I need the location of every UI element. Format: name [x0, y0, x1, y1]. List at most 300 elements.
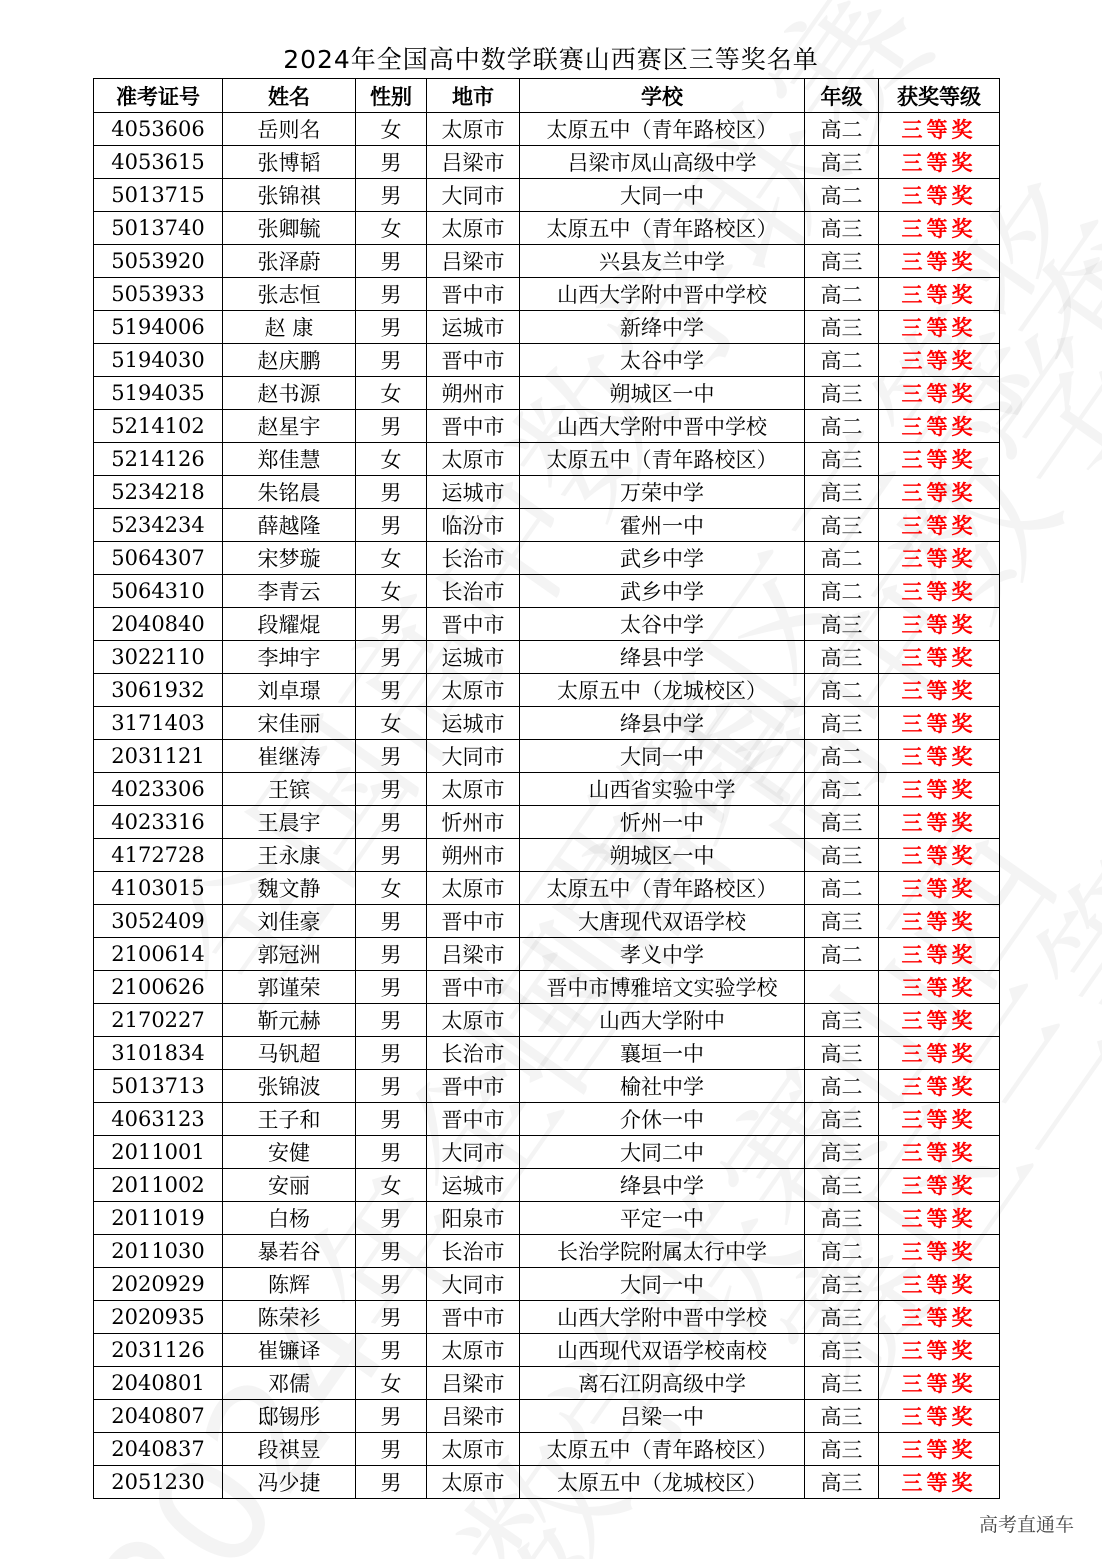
grade-cell: 高二 [805, 575, 879, 608]
gender-cell: 男 [356, 1070, 427, 1103]
exam-id-cell: 5194030 [94, 344, 223, 377]
gender-cell: 男 [356, 1466, 427, 1499]
grade-cell: 高三 [805, 1433, 879, 1466]
gender-cell: 男 [356, 179, 427, 212]
gender-cell: 男 [356, 839, 427, 872]
table-row [94, 542, 1000, 575]
award-cell: 三等奖 [879, 740, 1000, 773]
award-cell: 三等奖 [879, 773, 1000, 806]
table-row [94, 971, 1000, 1004]
name-cell: 崔镰译 [223, 1334, 356, 1367]
grade-cell: 高三 [805, 707, 879, 740]
header-city: 地市 [427, 79, 520, 113]
city-cell: 大同市 [427, 740, 520, 773]
name-cell: 陈荣衫 [223, 1301, 356, 1334]
name-cell: 王子和 [223, 1103, 356, 1136]
name-cell: 白杨 [223, 1202, 356, 1235]
grade-cell: 高三 [805, 1268, 879, 1301]
award-cell: 三等奖 [879, 674, 1000, 707]
exam-id-cell: 2020935 [94, 1301, 223, 1334]
grade-cell: 高三 [805, 905, 879, 938]
table-row [94, 377, 1000, 410]
city-cell: 长治市 [427, 1037, 520, 1070]
grade-cell: 高三 [805, 1400, 879, 1433]
school-cell: 朔城区一中 [520, 377, 805, 410]
grade-cell: 高三 [805, 1202, 879, 1235]
exam-id-cell: 5064310 [94, 575, 223, 608]
award-cell: 三等奖 [879, 971, 1000, 1004]
table-row [94, 245, 1000, 278]
school-cell: 霍州一中 [520, 509, 805, 542]
city-cell: 大同市 [427, 179, 520, 212]
exam-id-cell: 5234218 [94, 476, 223, 509]
gender-cell: 男 [356, 740, 427, 773]
grade-cell: 高二 [805, 344, 879, 377]
gender-cell: 男 [356, 905, 427, 938]
name-cell: 邸锡彤 [223, 1400, 356, 1433]
gender-cell: 男 [356, 938, 427, 971]
city-cell: 长治市 [427, 1235, 520, 1268]
grade-cell: 高三 [805, 806, 879, 839]
exam-id-cell: 5013740 [94, 212, 223, 245]
school-cell: 榆社中学 [520, 1070, 805, 1103]
city-cell: 运城市 [427, 707, 520, 740]
name-cell: 段耀焜 [223, 608, 356, 641]
exam-id-cell: 2011001 [94, 1136, 223, 1169]
table-row [94, 344, 1000, 377]
city-cell: 长治市 [427, 575, 520, 608]
award-cell: 三等奖 [879, 1103, 1000, 1136]
name-cell: 陈辉 [223, 1268, 356, 1301]
table-row [94, 1103, 1000, 1136]
gender-cell: 男 [356, 410, 427, 443]
footer-source: 高考直通车 [978, 1514, 1074, 1536]
grade-cell: 高三 [805, 245, 879, 278]
city-cell: 大同市 [427, 1136, 520, 1169]
name-cell: 赵星宇 [223, 410, 356, 443]
award-cell: 三等奖 [879, 245, 1000, 278]
school-cell: 山西现代双语学校南校 [520, 1334, 805, 1367]
exam-id-cell: 5053920 [94, 245, 223, 278]
school-cell: 晋中市博雅培文实验学校 [520, 971, 805, 1004]
exam-id-cell: 2040840 [94, 608, 223, 641]
grade-cell: 高二 [805, 938, 879, 971]
exam-id-cell: 2040837 [94, 1433, 223, 1466]
school-cell: 山西大学附中 [520, 1004, 805, 1037]
gender-cell: 男 [356, 476, 427, 509]
award-cell: 三等奖 [879, 1136, 1000, 1169]
exam-id-cell: 2031121 [94, 740, 223, 773]
grade-cell: 高三 [805, 1334, 879, 1367]
award-cell: 三等奖 [879, 575, 1000, 608]
school-cell: 山西大学附中晋中学校 [520, 278, 805, 311]
award-cell: 三等奖 [879, 1400, 1000, 1433]
city-cell: 运城市 [427, 311, 520, 344]
table-row [94, 410, 1000, 443]
table-row [94, 1037, 1000, 1070]
school-cell: 武乡中学 [520, 575, 805, 608]
name-cell: 李青云 [223, 575, 356, 608]
city-cell: 临汾市 [427, 509, 520, 542]
grade-cell: 高二 [805, 278, 879, 311]
city-cell: 太原市 [427, 773, 520, 806]
table-body [94, 113, 1000, 1499]
award-cell: 三等奖 [879, 1367, 1000, 1400]
table-row [94, 938, 1000, 971]
award-cell: 三等奖 [879, 443, 1000, 476]
exam-id-cell: 2040807 [94, 1400, 223, 1433]
gender-cell: 女 [356, 542, 427, 575]
table-row [94, 1070, 1000, 1103]
table-row [94, 146, 1000, 179]
award-cell: 三等奖 [879, 905, 1000, 938]
school-cell: 朔城区一中 [520, 839, 805, 872]
exam-id-cell: 5013715 [94, 179, 223, 212]
city-cell: 忻州市 [427, 806, 520, 839]
school-cell: 山西大学附中晋中学校 [520, 1301, 805, 1334]
gender-cell: 男 [356, 1004, 427, 1037]
gender-cell: 女 [356, 575, 427, 608]
gender-cell: 男 [356, 1037, 427, 1070]
exam-id-cell: 2051230 [94, 1466, 223, 1499]
award-cell: 三等奖 [879, 1466, 1000, 1499]
header-award-level: 获奖等级 [879, 79, 1000, 113]
grade-cell: 高三 [805, 311, 879, 344]
name-cell: 段祺昱 [223, 1433, 356, 1466]
school-cell: 太原五中（青年路校区） [520, 443, 805, 476]
grade-cell: 高二 [805, 1235, 879, 1268]
grade-cell: 高三 [805, 839, 879, 872]
school-cell: 介休一中 [520, 1103, 805, 1136]
city-cell: 晋中市 [427, 410, 520, 443]
header-name: 姓名 [223, 79, 356, 113]
name-cell: 郑佳慧 [223, 443, 356, 476]
gender-cell: 女 [356, 113, 427, 146]
gender-cell: 女 [356, 377, 427, 410]
school-cell: 吕梁一中 [520, 1400, 805, 1433]
name-cell: 靳元赫 [223, 1004, 356, 1037]
table-row [94, 1367, 1000, 1400]
name-cell: 崔继涛 [223, 740, 356, 773]
gender-cell: 女 [356, 1367, 427, 1400]
award-cell: 三等奖 [879, 1202, 1000, 1235]
table-row [94, 1268, 1000, 1301]
name-cell: 魏文静 [223, 872, 356, 905]
award-cell: 三等奖 [879, 509, 1000, 542]
grade-cell [805, 971, 879, 1004]
name-cell: 薛越隆 [223, 509, 356, 542]
school-cell: 山西大学附中晋中学校 [520, 410, 805, 443]
exam-id-cell: 5214102 [94, 410, 223, 443]
city-cell: 晋中市 [427, 1301, 520, 1334]
page-title: 2024年全国高中数学联赛山西赛区三等奖名单 [283, 45, 819, 74]
grade-cell: 高三 [805, 509, 879, 542]
school-cell: 大同一中 [520, 179, 805, 212]
school-cell: 大同一中 [520, 740, 805, 773]
table-row [94, 1169, 1000, 1202]
award-cell: 三等奖 [879, 179, 1000, 212]
gender-cell: 男 [356, 146, 427, 179]
gender-cell: 女 [356, 212, 427, 245]
exam-id-cell: 4063123 [94, 1103, 223, 1136]
gender-cell: 男 [356, 344, 427, 377]
school-cell: 绛县中学 [520, 641, 805, 674]
grade-cell: 高三 [805, 443, 879, 476]
name-cell: 安健 [223, 1136, 356, 1169]
name-cell: 冯少捷 [223, 1466, 356, 1499]
name-cell: 王镔 [223, 773, 356, 806]
header-grade: 年级 [805, 79, 879, 113]
exam-id-cell: 3022110 [94, 641, 223, 674]
award-cell: 三等奖 [879, 377, 1000, 410]
city-cell: 大同市 [427, 1268, 520, 1301]
school-cell: 大同二中 [520, 1136, 805, 1169]
city-cell: 晋中市 [427, 971, 520, 1004]
table-row [94, 212, 1000, 245]
header-school: 学校 [520, 79, 805, 113]
gender-cell: 男 [356, 278, 427, 311]
name-cell: 张志恒 [223, 278, 356, 311]
award-cell: 三等奖 [879, 608, 1000, 641]
grade-cell: 高二 [805, 542, 879, 575]
exam-id-cell: 2170227 [94, 1004, 223, 1037]
gender-cell: 男 [356, 1136, 427, 1169]
name-cell: 赵 康 [223, 311, 356, 344]
exam-id-cell: 3061932 [94, 674, 223, 707]
city-cell: 吕梁市 [427, 1400, 520, 1433]
gender-cell: 男 [356, 1400, 427, 1433]
gender-cell: 男 [356, 608, 427, 641]
school-cell: 太原五中（青年路校区） [520, 212, 805, 245]
school-cell: 新绛中学 [520, 311, 805, 344]
name-cell: 邓儒 [223, 1367, 356, 1400]
award-cell: 三等奖 [879, 1235, 1000, 1268]
grade-cell: 高三 [805, 1004, 879, 1037]
table-row [94, 278, 1000, 311]
table-row [94, 509, 1000, 542]
award-cell: 三等奖 [879, 146, 1000, 179]
city-cell: 运城市 [427, 1169, 520, 1202]
name-cell: 张锦祺 [223, 179, 356, 212]
exam-id-cell: 4172728 [94, 839, 223, 872]
table-row [94, 1400, 1000, 1433]
name-cell: 郭谨荣 [223, 971, 356, 1004]
grade-cell: 高二 [805, 674, 879, 707]
grade-cell: 高三 [805, 1103, 879, 1136]
table-row [94, 905, 1000, 938]
table-row [94, 740, 1000, 773]
grade-cell: 高二 [805, 773, 879, 806]
award-cell: 三等奖 [879, 1268, 1000, 1301]
gender-cell: 男 [356, 806, 427, 839]
table-row [94, 1301, 1000, 1334]
award-cell: 三等奖 [879, 410, 1000, 443]
exam-id-cell: 5194006 [94, 311, 223, 344]
name-cell: 张卿毓 [223, 212, 356, 245]
table-row [94, 641, 1000, 674]
award-cell: 三等奖 [879, 1433, 1000, 1466]
table-row [94, 872, 1000, 905]
school-cell: 武乡中学 [520, 542, 805, 575]
header-exam-id: 准考证号 [94, 79, 223, 113]
award-cell: 三等奖 [879, 1169, 1000, 1202]
city-cell: 阳泉市 [427, 1202, 520, 1235]
table-row [94, 113, 1000, 146]
exam-id-cell: 2020929 [94, 1268, 223, 1301]
award-cell: 三等奖 [879, 278, 1000, 311]
award-cell: 三等奖 [879, 1004, 1000, 1037]
name-cell: 安丽 [223, 1169, 356, 1202]
name-cell: 刘卓璟 [223, 674, 356, 707]
table-row [94, 707, 1000, 740]
table-row [94, 476, 1000, 509]
name-cell: 李坤宇 [223, 641, 356, 674]
gender-cell: 男 [356, 509, 427, 542]
gender-cell: 女 [356, 1169, 427, 1202]
name-cell: 赵书源 [223, 377, 356, 410]
grade-cell: 高三 [805, 608, 879, 641]
gender-cell: 男 [356, 1235, 427, 1268]
school-cell: 大同一中 [520, 1268, 805, 1301]
table-row [94, 773, 1000, 806]
table-row [94, 1235, 1000, 1268]
city-cell: 晋中市 [427, 1070, 520, 1103]
award-cell: 三等奖 [879, 1334, 1000, 1367]
gender-cell: 男 [356, 311, 427, 344]
city-cell: 太原市 [427, 674, 520, 707]
gender-cell: 女 [356, 707, 427, 740]
name-cell: 王永康 [223, 839, 356, 872]
gender-cell: 男 [356, 641, 427, 674]
grade-cell: 高三 [805, 1367, 879, 1400]
name-cell: 岳则名 [223, 113, 356, 146]
grade-cell: 高三 [805, 146, 879, 179]
table-row [94, 839, 1000, 872]
gender-cell: 男 [356, 773, 427, 806]
city-cell: 太原市 [427, 443, 520, 476]
exam-id-cell: 5053933 [94, 278, 223, 311]
gender-cell: 男 [356, 1334, 427, 1367]
award-cell: 三等奖 [879, 344, 1000, 377]
grade-cell: 高三 [805, 641, 879, 674]
grade-cell: 高三 [805, 1301, 879, 1334]
table-row [94, 575, 1000, 608]
exam-id-cell: 4023316 [94, 806, 223, 839]
table-row [94, 806, 1000, 839]
city-cell: 朔州市 [427, 839, 520, 872]
school-cell: 太原五中（龙城校区） [520, 674, 805, 707]
exam-id-cell: 2031126 [94, 1334, 223, 1367]
exam-id-cell: 5234234 [94, 509, 223, 542]
award-cell: 三等奖 [879, 113, 1000, 146]
gender-cell: 男 [356, 1268, 427, 1301]
city-cell: 吕梁市 [427, 938, 520, 971]
city-cell: 太原市 [427, 1433, 520, 1466]
school-cell: 吕梁市凤山高级中学 [520, 146, 805, 179]
city-cell: 吕梁市 [427, 245, 520, 278]
exam-id-cell: 2011030 [94, 1235, 223, 1268]
table-row [94, 443, 1000, 476]
table-row [94, 674, 1000, 707]
school-cell: 离石江阴高级中学 [520, 1367, 805, 1400]
exam-id-cell: 5013713 [94, 1070, 223, 1103]
award-cell: 三等奖 [879, 1037, 1000, 1070]
award-cell: 三等奖 [879, 1070, 1000, 1103]
table-row [94, 1136, 1000, 1169]
school-cell: 长治学院附属太行中学 [520, 1235, 805, 1268]
table-row [94, 1334, 1000, 1367]
school-cell: 襄垣一中 [520, 1037, 805, 1070]
gender-cell: 男 [356, 971, 427, 1004]
city-cell: 太原市 [427, 113, 520, 146]
table-header-row [94, 79, 1000, 113]
exam-id-cell: 4023306 [94, 773, 223, 806]
award-cell: 三等奖 [879, 476, 1000, 509]
exam-id-cell: 3101834 [94, 1037, 223, 1070]
school-cell: 平定一中 [520, 1202, 805, 1235]
city-cell: 晋中市 [427, 905, 520, 938]
grade-cell: 高二 [805, 410, 879, 443]
exam-id-cell: 4103015 [94, 872, 223, 905]
name-cell: 张锦波 [223, 1070, 356, 1103]
school-cell: 太原五中（青年路校区） [520, 872, 805, 905]
award-cell: 三等奖 [879, 938, 1000, 971]
award-table [93, 78, 1000, 1499]
table-row [94, 1433, 1000, 1466]
school-cell: 太谷中学 [520, 608, 805, 641]
exam-id-cell: 2100626 [94, 971, 223, 1004]
table-row [94, 608, 1000, 641]
grade-cell: 高三 [805, 377, 879, 410]
name-cell: 马钒超 [223, 1037, 356, 1070]
exam-id-cell: 2011019 [94, 1202, 223, 1235]
name-cell: 赵庆鹏 [223, 344, 356, 377]
name-cell: 宋佳丽 [223, 707, 356, 740]
city-cell: 运城市 [427, 476, 520, 509]
name-cell: 暴若谷 [223, 1235, 356, 1268]
name-cell: 宋梦璇 [223, 542, 356, 575]
exam-id-cell: 3171403 [94, 707, 223, 740]
grade-cell: 高三 [805, 1037, 879, 1070]
award-cell: 三等奖 [879, 641, 1000, 674]
gender-cell: 男 [356, 1202, 427, 1235]
school-cell: 山西省实验中学 [520, 773, 805, 806]
award-cell: 三等奖 [879, 707, 1000, 740]
city-cell: 晋中市 [427, 344, 520, 377]
header-gender: 性别 [356, 79, 427, 113]
school-cell: 太谷中学 [520, 344, 805, 377]
exam-id-cell: 2100614 [94, 938, 223, 971]
table-row [94, 1004, 1000, 1037]
award-cell: 三等奖 [879, 806, 1000, 839]
exam-id-cell: 5194035 [94, 377, 223, 410]
grade-cell: 高二 [805, 113, 879, 146]
exam-id-cell: 5064307 [94, 542, 223, 575]
exam-id-cell: 2040801 [94, 1367, 223, 1400]
grade-cell: 高三 [805, 476, 879, 509]
city-cell: 晋中市 [427, 1103, 520, 1136]
gender-cell: 男 [356, 674, 427, 707]
city-cell: 长治市 [427, 542, 520, 575]
school-cell: 万荣中学 [520, 476, 805, 509]
school-cell: 绛县中学 [520, 1169, 805, 1202]
name-cell: 刘佳豪 [223, 905, 356, 938]
school-cell: 大唐现代双语学校 [520, 905, 805, 938]
gender-cell: 男 [356, 1103, 427, 1136]
name-cell: 张博韬 [223, 146, 356, 179]
exam-id-cell: 4053606 [94, 113, 223, 146]
award-cell: 三等奖 [879, 212, 1000, 245]
